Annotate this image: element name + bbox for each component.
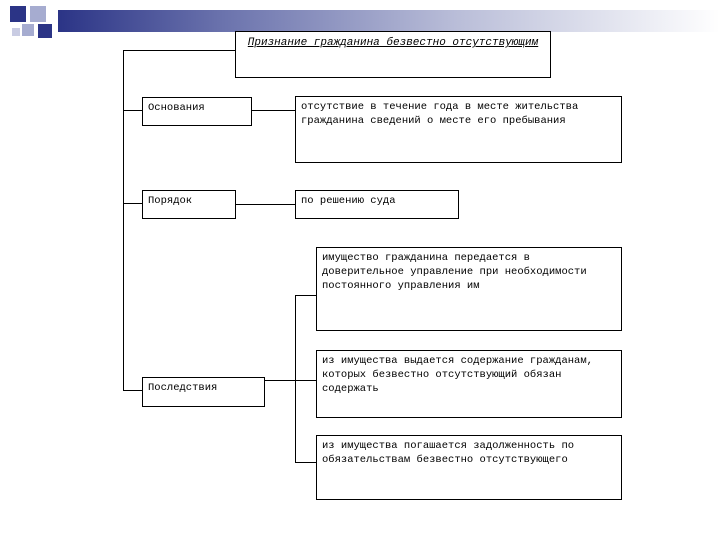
connector-procedure <box>123 203 142 204</box>
decor-square-2 <box>30 6 46 22</box>
connector-basis-text <box>252 110 295 111</box>
connector-cons-item-1 <box>295 295 316 296</box>
connector-consequences <box>123 390 142 391</box>
procedure-text-box <box>295 190 459 219</box>
connector-cons-split <box>265 380 295 381</box>
consequence-item-1-box <box>316 247 622 331</box>
consequences-label-box <box>142 377 265 407</box>
consequence-item-1: имущество гражданина передается в доверительное управление при необходимости постоянного управления им <box>322 252 587 292</box>
diagram-title: Признание гражданина безвестно отсутствующим <box>247 37 539 49</box>
procedure-label-box <box>142 190 236 219</box>
consequence-item-3-box <box>316 435 622 500</box>
connector-cons-item-2 <box>295 380 316 381</box>
connector-main-vertical <box>123 50 124 390</box>
connector-cons-vertical <box>295 295 296 462</box>
basis-label: Основания <box>148 102 205 114</box>
decor-gradient-bar <box>58 10 720 32</box>
consequence-item-2-box <box>316 350 622 418</box>
procedure-text: по решению суда <box>301 195 396 207</box>
consequence-item-3: из имущества погашается задолженность по обязательствам безвестно отсутствующего <box>322 440 575 466</box>
consequence-item-2: из имущества выдается содержание гражданам, которых безвестно отсутствующий обязан содержать <box>322 355 593 395</box>
connector-title-left <box>123 50 235 51</box>
decor-square-3 <box>22 24 34 36</box>
connector-cons-item-3 <box>295 462 316 463</box>
basis-text-box <box>295 96 622 163</box>
decor-square-1 <box>10 6 26 22</box>
basis-text: отсутствие в течение года в месте жительства гражданина сведений о месте его пребывания <box>301 101 579 127</box>
decor-square-5 <box>12 28 20 36</box>
connector-procedure-text <box>236 204 295 205</box>
consequences-label: Последствия <box>148 382 218 394</box>
diagram-title-box <box>235 31 551 78</box>
connector-basis <box>123 110 142 111</box>
procedure-label: Порядок <box>148 195 193 207</box>
decor-square-4 <box>38 24 52 38</box>
basis-label-box <box>142 97 252 126</box>
